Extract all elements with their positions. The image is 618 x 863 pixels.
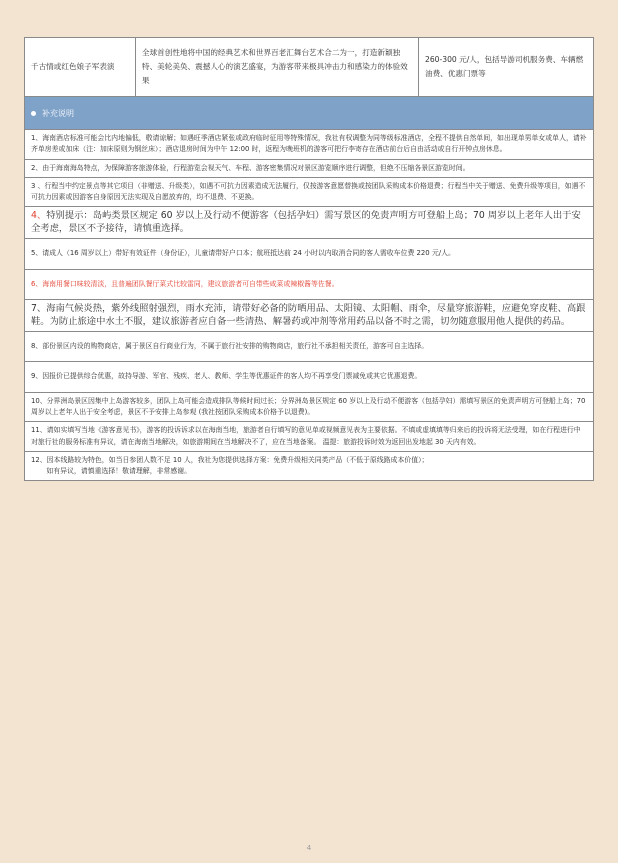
note-7: 7、海南气候炎热，紫外线照射强烈，雨水充沛，请带好必备的防晒用品、太阳镜、太阳帽、雨伞，尽量穿旅游鞋，应避免穿皮鞋、高跟鞋。为防止旅途中水土不服，建议旅游者应自备一些清热、解暑药或冲剂等常用药品以备不时之需，切勿随意服用他人提供的药品。	[25, 300, 593, 332]
activity-table	[24, 37, 594, 97]
notes-list	[24, 130, 594, 481]
section-title: 补充说明	[42, 108, 74, 118]
note-4-text: 特别提示：岛屿类景区规定 60 岁以上及行动不便游客（包括孕妇）需写景区的免责声明方可登船上岛；70 周岁以上老年人出于安全考虑，景区不予接待，请慎重选择。	[31, 210, 581, 234]
bullet-icon	[31, 111, 36, 116]
note-11: 11、请如实填写当地《游客意见书》，游客的投诉诉求以在海南当地，旅游者自行填写的意见单或视频意见表为主要依据。不填或虚填填等归来后的投诉将无法受理，如在行程进行中对旅行社的服务标准有异议，请在海南当地解决，如旅游期间在当地解决不了，应在当地备案。 温提：旅游投诉时效为返回出发地起 30 天内有效。	[25, 422, 593, 452]
note-4	[25, 207, 593, 239]
section-header	[24, 97, 594, 130]
note-10: 10、分界洲岛景区因集中上岛游客较多，团队上岛可能会造成排队等候时间过长；分界洲岛景区规定 60 岁以上及行动不便游客（包括孕妇）需填写景区的免责声明方可登船上岛；70 周岁以上老年人出于安全考虑，景区不予安排上岛参观 (我社按团队采购成本价格予以退费)。	[25, 393, 593, 423]
activity-name: 千古情或红色娘子军表演	[25, 38, 136, 97]
table-row	[25, 38, 594, 97]
page-number: 4	[306, 844, 312, 852]
note-2: 2、由于海南海岛特点，为保障游客旅游体验，行程游览会视天气、车程、游客密集情况对景区游览顺序进行调整，但绝不压缩各景区游览时间。	[25, 160, 593, 178]
note-5: 5、请成人（16 周岁以上）带好有效证件（身份证），儿童请带好户口本；航班抵达前 24 小时以内取消合同的客人需收车位费 220 元/人。	[25, 239, 593, 269]
activity-price: 260-300 元/人，包括导游司机服务费、车辆燃油费、优惠门票等	[419, 38, 594, 97]
note-3: 3 、行程当中约定景点等其它项目（非赠送、升级类），如遇不可抗力因素造成无法履行，仅按游客意愿替换或按团队采购成本价格退费；行程当中关于赠送、免费升级等项目，如遇不可抗力因素或因游客自身原因无法实现及自愿放弃的，均不退费、不更换。	[25, 178, 593, 208]
activity-description: 全球首创性地将中国的经典艺术和世界百老汇舞台艺术合二为一，打造新颖独特、美轮美奂、震撼人心的演艺盛宴，为游客带来极具冲击力和感染力的体验效果	[136, 38, 419, 97]
note-8: 8、部份景区内设的购物商店，属于景区自行商业行为，不属于旅行社安排的购物商店，旅行社不承担相关责任，游客可自主选择。	[25, 332, 593, 362]
note-1: 1、海南酒店标准可能会比内地偏低，敬请谅解；如遇旺季酒店紧张或政府临时征用等特殊情况，我社有权调整为同等级标准酒店，全程不提供自然单间，如出现单男单女或单人，请补齐单房差或加床（注：加床原则为钢丝床）；酒店退房时间为中午 12:00 时，返程为晚班机的游客可把行李寄存在酒店前台后自由活动或自行开钟点房休息。	[25, 130, 593, 160]
note-4-number: 4、	[31, 210, 47, 222]
note-9: 9、因报价已提供综合优惠，故持导游、军官、残疾、老人、教师、学生等优惠证件的客人均不再享受门票减免或其它优惠退费。	[25, 362, 593, 392]
itinerary-page	[24, 37, 594, 481]
note-6: 6、海南用餐口味较清淡，且普遍团队餐厅菜式比较雷同，建议旅游者可自带些咸菜或辣椒酱等佐餐。	[25, 270, 593, 300]
note-12: 12、因本线路较为特色，如当日参团人数不足 10 人，我社为您提供选择方案：免费升级相关同类产品（不低于原线路成本价值）； 如有异议，请慎重选择！敬请理解，非常感谢。	[25, 452, 593, 482]
